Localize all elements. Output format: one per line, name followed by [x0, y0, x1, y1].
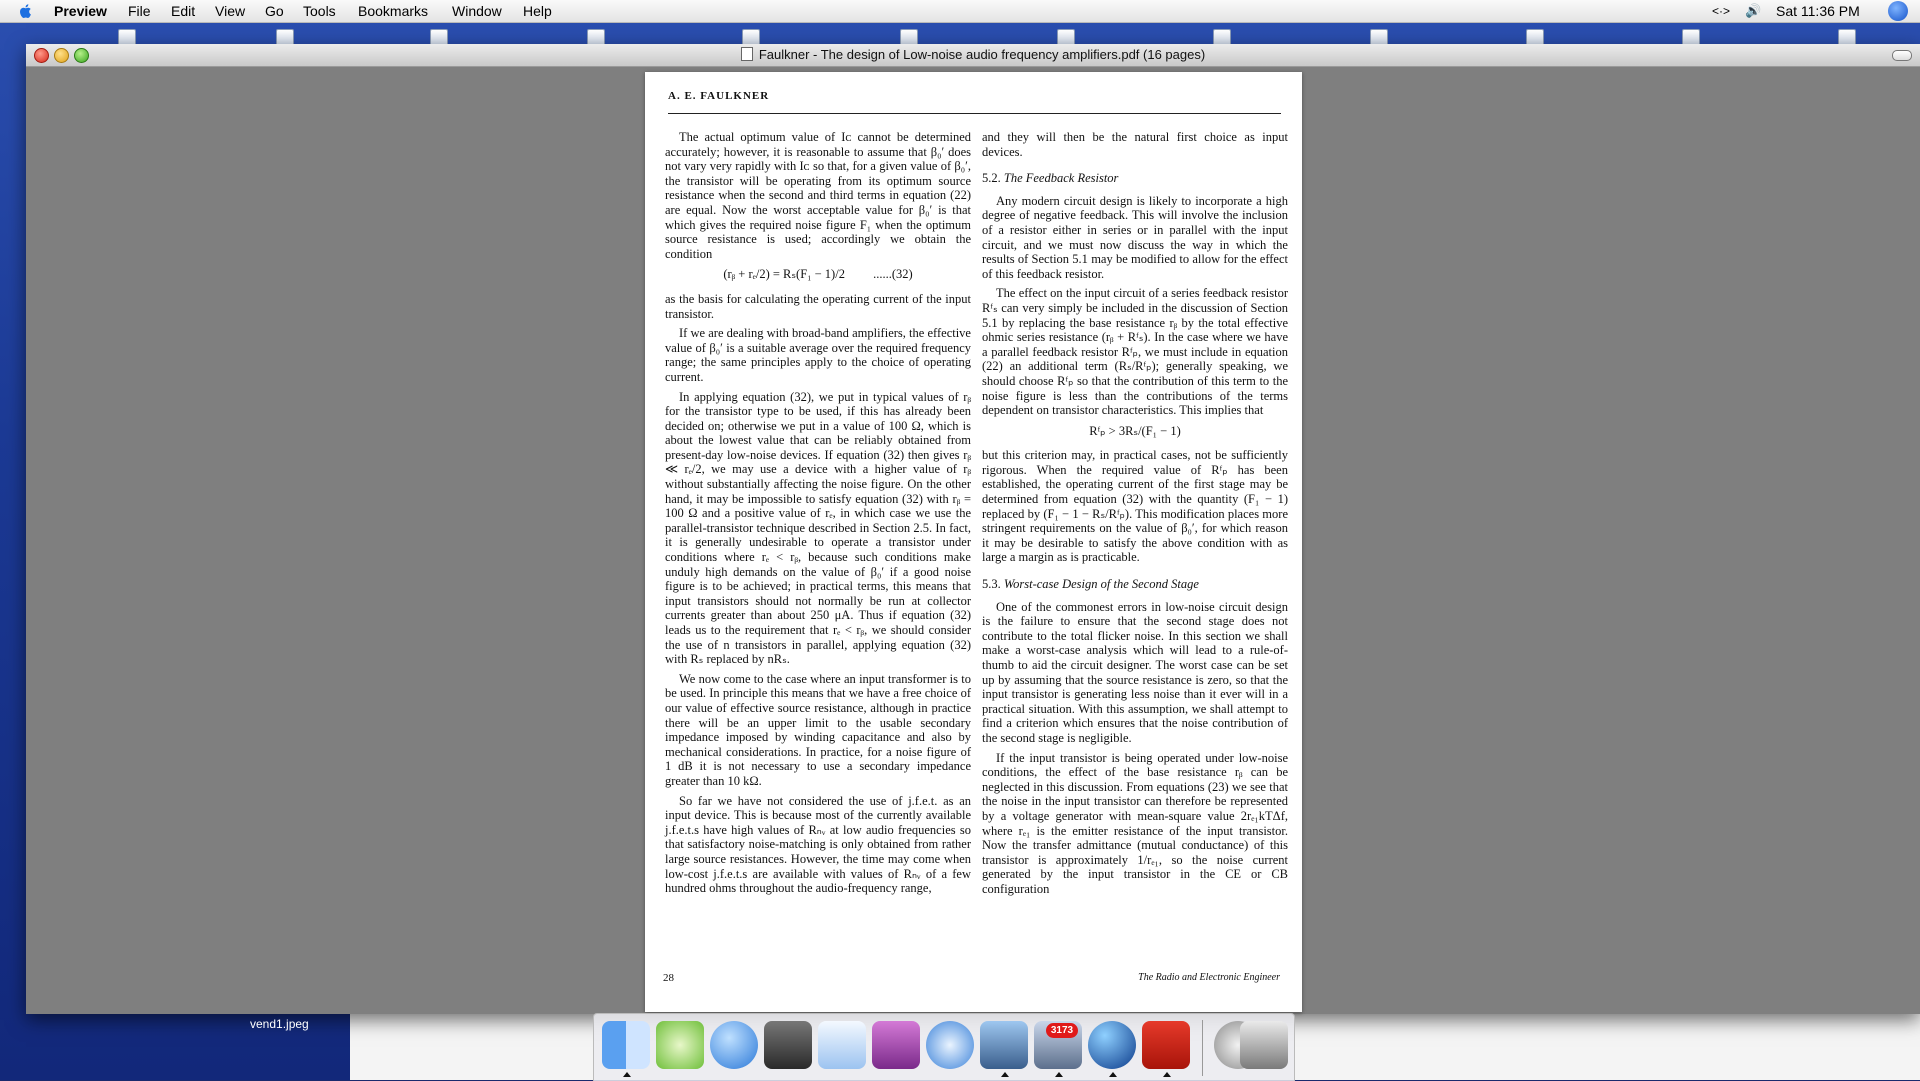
menu-go[interactable]: Go	[265, 3, 284, 19]
running-indicator	[623, 1072, 631, 1077]
iphoto-icon[interactable]	[980, 1021, 1028, 1069]
page-number: 28	[663, 972, 674, 984]
window-titlebar[interactable]	[26, 44, 1920, 67]
arrows-status-icon[interactable]: <·>	[1712, 4, 1731, 18]
printer-icon[interactable]	[764, 1021, 812, 1069]
section-title: The Feedback Resistor	[1003, 171, 1119, 186]
toolbar-toggle-button[interactable]	[1892, 50, 1912, 61]
section-number: 5.3.	[982, 577, 1001, 592]
equation-number: ......(32)	[873, 267, 913, 282]
page-header-author: A. E. FAULKNER	[668, 90, 770, 102]
spotlight-icon[interactable]	[1888, 1, 1908, 21]
internet-icon[interactable]	[1088, 1021, 1136, 1069]
dock	[593, 1013, 1295, 1081]
ichat-icon[interactable]	[710, 1021, 758, 1069]
section-heading-5-2	[982, 171, 1288, 186]
paragraph: The actual optimum value of Iᴄ cannot be determined accurately; however, it is reasonable to assume that β₀′ does not vary very rapidly with Iᴄ so that, for a given value of β₀′, the transistor will be operating from its optimum source resistance when the second and third terms in equation (22) are equal. Now the worst acceptable value for β₀′ is that which gives the required noise figure F₁ when the optimum source resistance is used; accordingly we obtain the condition	[665, 130, 971, 261]
menubar-clock[interactable]: Sat 11:36 PM	[1776, 3, 1860, 19]
menu-view[interactable]: View	[215, 3, 246, 19]
paragraph: as the basis for calculating the operating current of the input transistor.	[665, 291, 971, 321]
paragraph: One of the commonest errors in low-noise circuit design is the failure to ensure that the second stage does not contribute to the total flicker noise. In this section we shall make a worst-case analysis which will lead to a rule-of-thumb to aid the circuit designer. The worst case can be set up by assuming that the source resistance is zero, so that the input transistor is generating less noise than it ever will in a practical situation. With this assumption, we shall attempt to find a criterion which ensures that the noise contribution of the second stage is negligible.	[982, 599, 1288, 745]
section-heading-5-3	[982, 577, 1288, 592]
window-title-text: Faulkner - The design of Low-noise audio frequency amplifiers.pdf (16 pages)	[758, 47, 1206, 62]
menu-window[interactable]: Window	[452, 3, 502, 19]
window-title	[26, 47, 1920, 62]
volume-icon[interactable]: 🔊	[1745, 3, 1762, 18]
paragraph: We now come to the case where an input transformer is to be used. In principle this means that we have a free choice of our value of effective source resistance, although in practice there will be an upper limit to the usable secondary impedance imposed by winding capacitance and also by mechanical considerations. In practice, for a noise figure of 1 dB it is not necessary to use a secondary impedance greater than 10 kΩ.	[665, 671, 971, 788]
app-menu-preview[interactable]: Preview	[54, 3, 107, 19]
equation-text: (rᵦ + rₑ/2) = Rₛ(F₁ − 1)/2	[723, 267, 845, 282]
paragraph: If the input transistor is being operated under low-noise conditions, the effect of the base resistance rᵦ can be neglected in this discussion. From equations (23) we see that the noise in the input transistor can therefore be represented by a voltage generator with mean-square value 2rₑ₁kTΔf, where rₑ₁ is the emitter resistance of the input transistor. Now the transfer admittance (mutual conductance) of this transistor is approximately 1/rₑ₁, so the noise current generated by the input transistor in the CE or CB configuration	[982, 750, 1288, 896]
pdf-page[interactable]	[645, 72, 1302, 1012]
menu-bookmarks[interactable]: Bookmarks	[358, 3, 429, 19]
preview-window	[26, 44, 1920, 1014]
running-indicator	[1163, 1072, 1171, 1077]
safari-icon[interactable]	[926, 1021, 974, 1069]
equation-rfp: Rᶠₚ > 3Rₛ/(F₁ − 1)	[1089, 423, 1181, 438]
mail-unread-badge: 3173	[1046, 1023, 1078, 1038]
text-column-right	[982, 130, 1288, 902]
paragraph: and they will then be the natural first choice as input devices.	[982, 130, 1288, 159]
pdf-document-icon[interactable]	[741, 47, 753, 61]
paragraph: So far we have not considered the use of j.f.e.t. as an input device. This is because most of the currently available j.f.e.t.s have high values of Rₙᵥ at low audio frequencies so that satisfactory noise-matching is only obtained from rather large source resistances. However, the time may come when low-cost j.f.e.t.s are available with values of Rₙᵥ of a few hundred ohms throughout the audio-frequency range,	[665, 793, 971, 896]
paragraph: In applying equation (32), we put in typical values of rᵦ for the transistor type to be used, if this has already been decided on; otherwise we put in a value of 100 Ω, which is about the lowest value that can be reliably obtained from present-day low-noise devices. If equation (32) then gives rᵦ ≪ rₑ/2, we may use a device with a higher value of rᵦ without substantially affecting the noise figure. On the other hand, it may be impossible to satisfy equation (32) with rᵦ = 100 Ω and a positive value of rₑ, in which case we use the parallel-transistor technique described in Section 2.5. In fact, it is generally undesirable to operate a transistor under conditions where rₑ < rᵦ, because such conditions make unduly high demands on the value of β₀′ if a good noise figure is to be achieved; in practical terms, this means that input transistors should not normally be run at collector currents greater than about 250 μA. Thus if equation (32) leads us to the requirement that rₑ < rᵦ, we should consider the use of n transistors in parallel, applying equation (32) with Rₛ replaced by nRₛ.	[665, 389, 971, 667]
textedit-icon[interactable]	[818, 1021, 866, 1069]
equation-32	[665, 267, 971, 282]
itunes-icon[interactable]	[656, 1021, 704, 1069]
menu-bar	[0, 0, 1920, 23]
paragraph: but this criterion may, in practical cases, not be sufficiently rigorous. When the required value of Rᶠₚ has been established, the operating current of the first stage may be determined from equation (32) with the quantity (F₁ − 1) replaced by (F₁ − 1 − Rₛ/Rᶠₚ). This modification places more stringent requirements on the value of β₀′, for which reason it may be desirable to satisfy the above condition with as large a margin as is practicable.	[982, 448, 1288, 565]
section-number: 5.2.	[982, 171, 1001, 186]
running-indicator	[1055, 1072, 1063, 1077]
journal-footer: The Radio and Electronic Engineer	[1138, 972, 1280, 983]
paragraph: If we are dealing with broad-band amplifiers, the effective value of β₀′ is a suitable average over the required frequency range; the same principles apply to the choice of operating current.	[665, 326, 971, 384]
section-title: Worst-case Design of the Second Stage	[1003, 577, 1199, 592]
paragraph: Any modern circuit design is likely to incorporate a high degree of negative feedback. This will involve the inclusion of a resistor either in series or in parallel with the input circuit, and we must now discuss the way in which the results of Section 5.1 may be modified to allow for the effect of this feedback resistor.	[982, 193, 1288, 281]
text-column-left	[665, 130, 971, 901]
desktop-file-label[interactable]: vend1.jpeg	[250, 1017, 309, 1031]
header-rule	[668, 113, 1281, 114]
menu-help[interactable]: Help	[523, 3, 552, 19]
finder-icon[interactable]	[602, 1021, 650, 1069]
menu-file[interactable]: File	[128, 3, 151, 19]
acrobat-icon[interactable]	[1142, 1021, 1190, 1069]
running-indicator	[1001, 1072, 1009, 1077]
menu-tools[interactable]: Tools	[303, 3, 336, 19]
desktop-icon-strip	[0, 23, 1920, 45]
imac-icon[interactable]	[872, 1021, 920, 1069]
paragraph: The effect on the input circuit of a series feedback resistor Rᶠₛ can very simply be included in the discussion of Section 5.1 by replacing the base resistance rᵦ by the total effective ohmic series resistance (rᵦ + Rᶠₛ). In the case where we have a parallel feedback resistor Rᶠₚ, we must include in equation (22) an additional term (Rₛ/Rᶠₚ); generally speaking, we should choose Rᶠₚ so that the contribution of this term to the noise figure is less than the contributions of the terms dependent on transistor characteristics. This implies that	[982, 286, 1288, 418]
apple-icon[interactable]	[18, 2, 34, 20]
dock-separator	[1202, 1020, 1203, 1076]
running-indicator	[1109, 1072, 1117, 1077]
menu-edit[interactable]: Edit	[171, 3, 196, 19]
trash-icon[interactable]	[1240, 1021, 1288, 1069]
